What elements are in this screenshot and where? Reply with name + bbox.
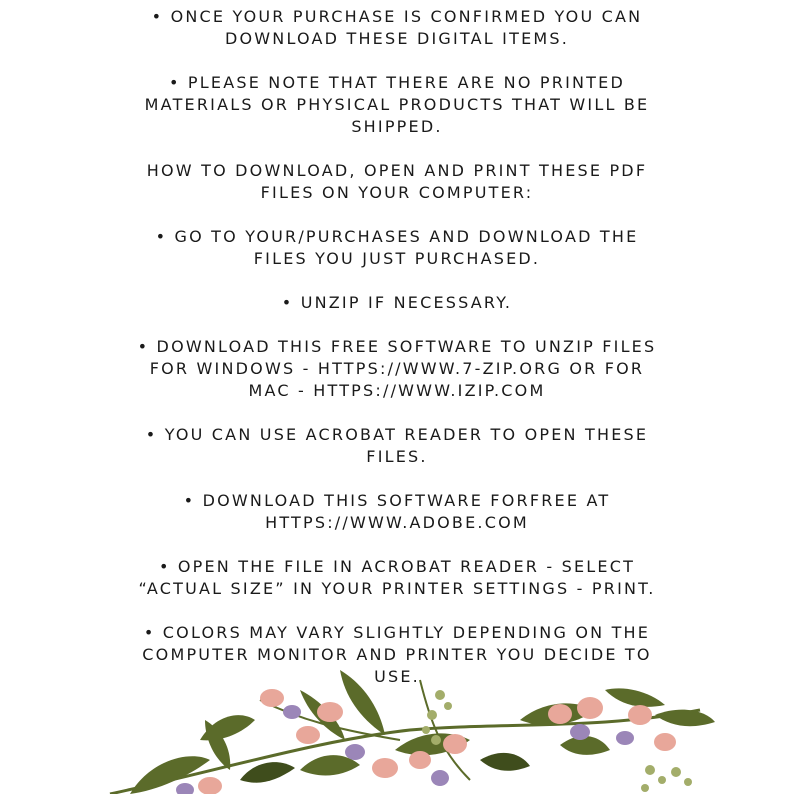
flower-bud-icon xyxy=(198,777,222,794)
berry-icon xyxy=(641,784,649,792)
leaf-icon xyxy=(480,753,530,771)
flower-bud-icon xyxy=(548,704,572,724)
paragraph-purchase-confirmed: • ONCE YOUR PURCHASE IS CONFIRMED YOU CAN DOWNLOAD THESE DIGITAL ITEMS. xyxy=(151,7,643,48)
leaf-icon xyxy=(130,756,210,794)
flower-bud-icon xyxy=(431,770,449,786)
berry-icon xyxy=(422,726,430,734)
berry-icon xyxy=(431,735,441,745)
paragraph-no-printed-materials: • PLEASE NOTE THAT THERE ARE NO PRINTED MATERIALS OR PHYSICAL PRODUCTS THAT WILL BE SHIPPED. xyxy=(144,73,650,136)
flower-bud-icon xyxy=(443,734,467,754)
berry-icon xyxy=(658,776,666,784)
berry-icon xyxy=(435,690,445,700)
paragraph-unzip: • UNZIP IF NECESSARY. xyxy=(281,293,513,312)
paragraph-go-to-purchases: • GO TO YOUR/PURCHASES AND DOWNLOAD THE FILES YOU JUST PURCHASED. xyxy=(155,227,639,268)
paragraph-print-settings: • OPEN THE FILE IN ACROBAT READER - SELECT “ACTUAL SIZE” IN YOUR PRINTER SETTINGS - PRINT. xyxy=(138,557,656,598)
paragraph-how-to-heading: HOW TO DOWNLOAD, OPEN AND PRINT THESE PDF FILES ON YOUR COMPUTER: xyxy=(146,161,648,202)
flower-bud-icon xyxy=(260,689,284,707)
flower-bud-icon xyxy=(283,705,301,719)
flower-bud-icon xyxy=(616,731,634,745)
paragraph-acrobat-reader: • YOU CAN USE ACROBAT READER TO OPEN THESE FILES. xyxy=(145,425,649,466)
flower-bud-icon xyxy=(654,733,676,751)
leaf-icon xyxy=(655,710,715,727)
flower-bud-icon xyxy=(176,783,194,794)
flower-bud-icon xyxy=(577,697,603,719)
berry-icon xyxy=(427,710,437,720)
leaf-icon xyxy=(240,762,295,783)
berry-icon xyxy=(671,767,681,777)
paragraph-unzip-software: • DOWNLOAD THIS FREE SOFTWARE TO UNZIP FILES FOR WINDOWS - HTTPS://WWW.7-ZIP.ORG OR FOR MAC - HTTPS://WWW.IZIP.COM xyxy=(137,337,657,400)
flower-bud-icon xyxy=(409,751,431,769)
instructions-text xyxy=(0,6,794,688)
flower-bud-icon xyxy=(372,758,398,778)
flower-bud-icon xyxy=(345,744,365,760)
flower-bud-icon xyxy=(628,705,652,725)
berry-icon xyxy=(444,702,452,710)
paragraph-colors-vary: • COLORS MAY VARY SLIGHTLY DEPENDING ON THE COMPUTER MONITOR AND PRINTER YOU DECIDE TO USE. xyxy=(142,623,652,686)
flower-bud-icon xyxy=(296,726,320,744)
paragraph-adobe-download: • DOWNLOAD THIS SOFTWARE FORFREE AT HTTPS://WWW.ADOBE.COM xyxy=(183,491,611,532)
leaf-icon xyxy=(605,688,665,706)
berry-icon xyxy=(645,765,655,775)
flower-bud-icon xyxy=(570,724,590,740)
leaf-icon xyxy=(340,670,385,735)
berry-icon xyxy=(684,778,692,786)
floral-garland-illustration xyxy=(0,660,794,794)
flower-bud-icon xyxy=(317,702,343,722)
